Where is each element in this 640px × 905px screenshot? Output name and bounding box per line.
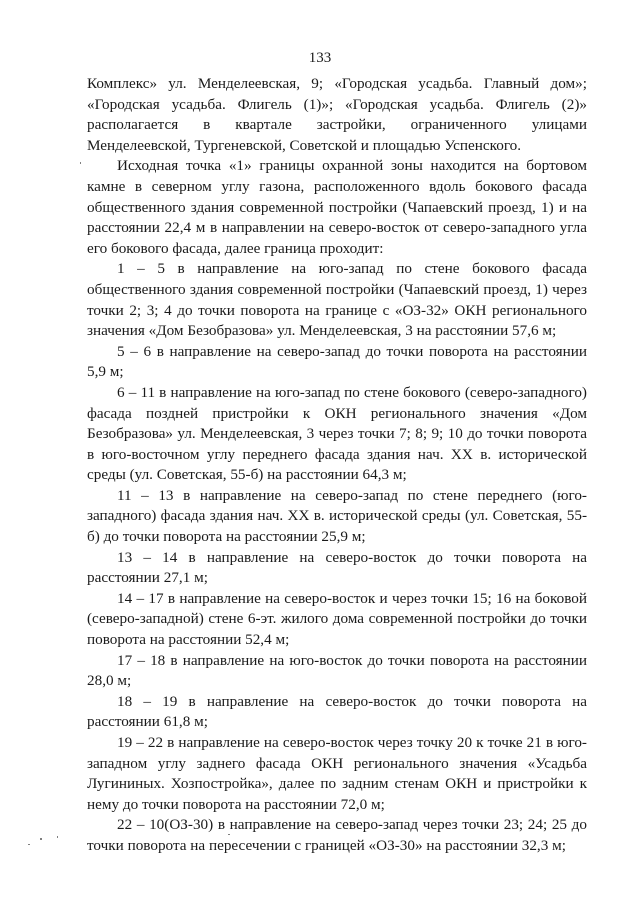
paragraph: 13 – 14 в направление на северо-восток до точки поворота на расстоянии 27,1 м; [87,548,587,587]
paragraph: 22 – 10(ОЗ-30) в направление на северо-запад через точки 23; 24; 25 до точки поворота на пересечении с границей «ОЗ-30» на расстоянии 32,3 м; [87,816,587,854]
paragraph: 6 – 11 в направление на юго-запад по стене бокового (северо-западного) фасада поздней пристройки к ОКН регионального значения «Дом Безобразова» ул. Менделеевская, 3 через точки 7; 8; 9; 10 до точки поворота в юго-восточном углу переднего фасада здания нач. XX в. исторической среды (ул. Советская, 55-б) на расстоянии 64,3 м; [87,383,587,484]
scan-speck [80,162,81,164]
document-body [87,74,587,857]
scan-speck [57,836,58,838]
paragraph: 5 – 6 в направление на северо-запад до точки поворота на расстоянии 5,9 м; [87,342,587,381]
paragraph: 11 – 13 в направление на северо-запад по стене переднего (юго-западного) фасада здания нач. XX в. исторической среды (ул. Советская, 55-б) до точки поворота на расстоянии 25,9 м; [87,486,587,546]
paragraph: 19 – 22 в направление на северо-восток через точку 20 к точке 21 в юго-западном углу заднего фасада ОКН регионального значения «Усадьба Лугининых. Хозпостройка», далее по задним стенам ОКН и пристройки к нему до точки поворота на расстоянии 72,0 м; [87,734,587,813]
paragraph: 1 – 5 в направление на юго-запад по стене бокового фасада общественного здания современной постройки (Чапаевский проезд, 1) через точки 2; 3; 4 до точки поворота на границе с «ОЗ-32» ОКН регионального значения «Дом Безобразова» ул. Менделеевская, 3 на расстоянии 57,6 м; [87,260,587,340]
scan-speck [228,834,230,835]
scan-speck [28,844,30,845]
paragraph: 14 – 17 в направление на северо-восток и через точки 15; 16 на боковой (северо-западной) стене 6-эт. жилого дома современной постройки до точки поворота на расстоянии 52,4 м; [87,589,587,649]
page-number: 133 [308,50,332,66]
paragraph: Исходная точка «1» границы охранной зоны находится на бортовом камне в северном углу газона, расположенного вдоль бокового фасада общественного здания современной постройки (Чапаевский проезд, 1) и на расстоянии 22,4 м в направлении на северо-восток от северо-западного угла его бокового фасада, далее граница проходит: [87,157,587,257]
paragraph: 18 – 19 в направление на северо-восток до точки поворота на расстоянии 61,8 м; [87,692,587,731]
paragraph: 17 – 18 в направление на юго-восток до точки поворота на расстоянии 28,0 м; [87,651,587,690]
paragraph: Комплекс» ул. Менделеевская, 9; «Городская усадьба. Главный дом»; «Городская усадьба. Флигель (1)»; «Городская усадьба. Флигель (2)» располагается в квартале застройки, ограниченного улицами Менделеевской, Тургеневской, Советской и площадью Успенского. [87,75,587,154]
scan-speck [40,838,42,840]
